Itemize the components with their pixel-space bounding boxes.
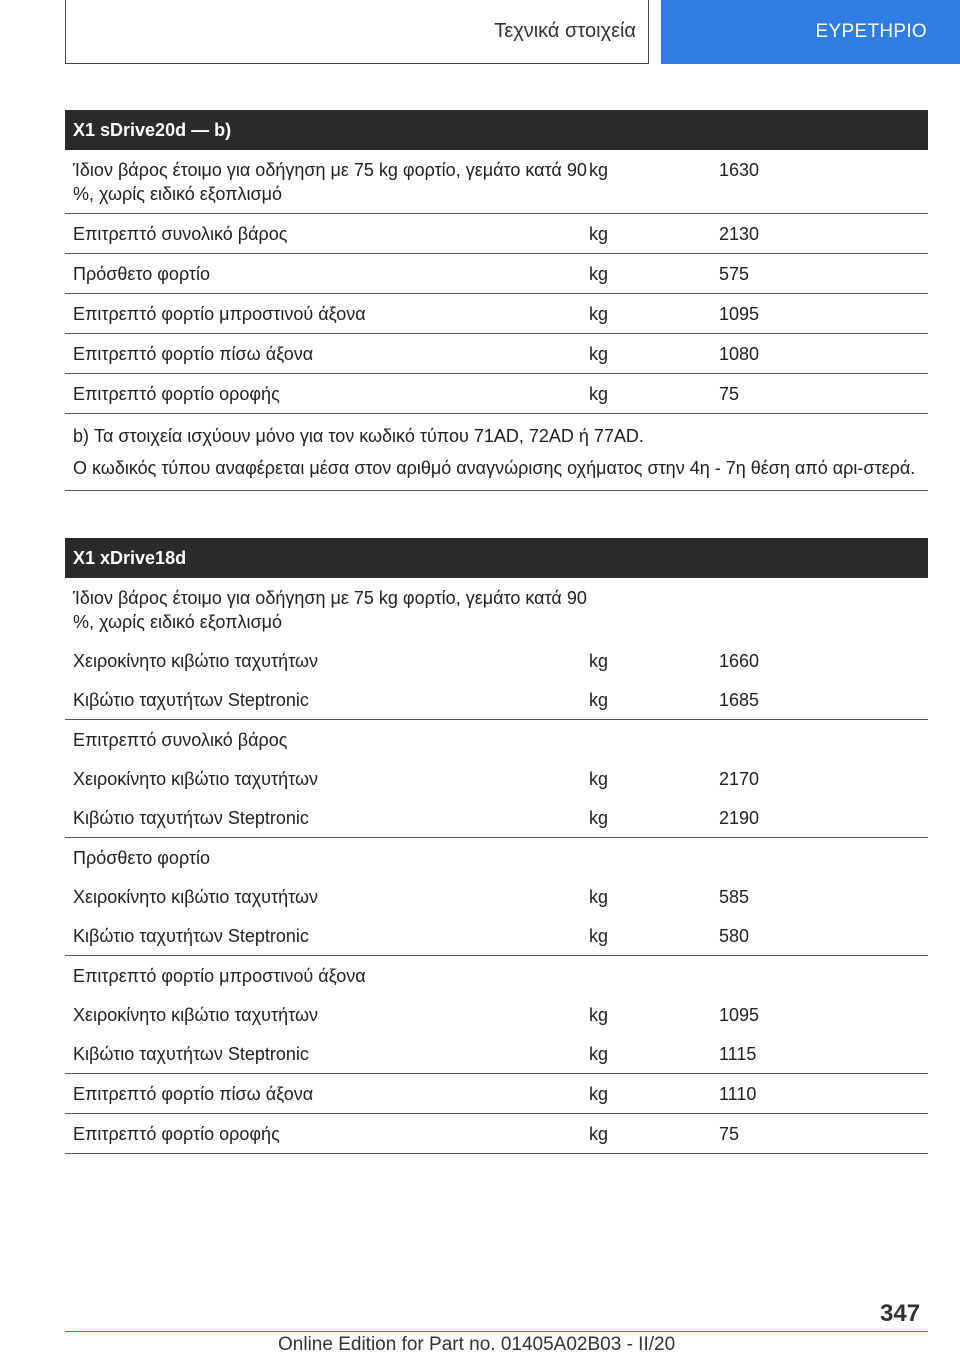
group-label: Ίδιον βάρος έτοιμο για οδήγηση με 75 kg φορτίο, γεμάτο κατά 90 %, χωρίς ειδικό εξοπλισμό <box>73 588 587 632</box>
row-label: Επιτρεπτό φορτίο οροφής <box>73 384 280 404</box>
row-value: 1660 <box>719 651 760 671</box>
table-row <box>65 680 928 719</box>
index-tab-label: ΕΥΡΕΤΗΡΙΟ <box>815 21 927 42</box>
table-row <box>65 150 928 213</box>
table-title: X1 sDrive20d — b) <box>65 110 928 150</box>
spec-table-xdrive18d <box>65 538 928 1154</box>
row-label: Κιβώτιο ταχυτήτων Steptronic <box>73 926 309 946</box>
table-row <box>65 759 928 798</box>
row-unit: kg <box>589 304 609 324</box>
row-label: Επιτρεπτό συνολικό βάρος <box>73 224 288 244</box>
row-unit: kg <box>589 887 609 907</box>
row-value: 1095 <box>719 1005 760 1025</box>
footnote-type-code: Ο κωδικός τύπου αναφέρεται μέσα στον αριθμό αναγνώρισης οχήματος στην 4η - 7η θέση από αρι-στερά. <box>73 458 916 478</box>
footer-rule <box>65 1331 928 1332</box>
row-unit: kg <box>589 1084 609 1104</box>
row-label: Ίδιον βάρος έτοιμο για οδήγηση με 75 kg φορτίο, γεμάτο κατά 90 %, χωρίς ειδικό εξοπλισμό <box>73 160 587 204</box>
table-title: X1 xDrive18d <box>65 538 928 578</box>
table-row <box>65 995 928 1034</box>
row-value: 75 <box>719 384 740 404</box>
group-heading-row <box>65 955 928 995</box>
footnote-b: b) Τα στοιχεία ισχύουν μόνο για τον κωδικό τύπου 71AD, 72AD ή 77AD. <box>73 426 644 446</box>
row-unit: kg <box>589 160 609 180</box>
row-value: 585 <box>719 887 750 907</box>
group-heading-row <box>65 578 928 641</box>
row-value: 1630 <box>719 160 760 180</box>
row-value: 575 <box>719 264 750 284</box>
group-label: Πρόσθετο φορτίο <box>73 848 211 868</box>
row-value: 1685 <box>719 690 760 710</box>
group-heading-row <box>65 719 928 759</box>
row-label: Κιβώτιο ταχυτήτων Steptronic <box>73 690 309 710</box>
row-label: Χειροκίνητο κιβώτιο ταχυτήτων <box>73 769 319 789</box>
row-unit: kg <box>589 1044 609 1064</box>
page-number: 347 <box>880 1300 921 1327</box>
index-tab[interactable] <box>661 0 960 64</box>
group-heading-row <box>65 837 928 877</box>
row-unit: kg <box>589 690 609 710</box>
row-value: 1115 <box>719 1044 757 1064</box>
row-value: 75 <box>719 1124 740 1144</box>
row-value: 1110 <box>719 1084 757 1104</box>
table-row <box>65 253 928 293</box>
row-unit: kg <box>589 224 609 244</box>
row-unit: kg <box>589 808 609 828</box>
table-row <box>65 213 928 253</box>
table-row <box>65 293 928 333</box>
row-label: Επιτρεπτό φορτίο οροφής <box>73 1124 280 1144</box>
table-row <box>65 1073 928 1113</box>
table-row <box>65 1113 928 1153</box>
row-value: 1080 <box>719 344 760 364</box>
row-label: Χειροκίνητο κιβώτιο ταχυτήτων <box>73 887 319 907</box>
row-unit: kg <box>589 1124 609 1144</box>
row-label: Κιβώτιο ταχυτήτων Steptronic <box>73 1044 309 1064</box>
row-label: Χειροκίνητο κιβώτιο ταχυτήτων <box>73 1005 319 1025</box>
table-row <box>65 373 928 413</box>
table-row <box>65 798 928 837</box>
row-label: Επιτρεπτό φορτίο πίσω άξονα <box>73 1084 314 1104</box>
row-label: Κιβώτιο ταχυτήτων Steptronic <box>73 808 309 828</box>
table-row <box>65 1034 928 1073</box>
row-value: 2170 <box>719 769 760 789</box>
section-tab[interactable] <box>65 0 649 64</box>
row-unit: kg <box>589 264 609 284</box>
spec-table-sdrive20d <box>65 110 928 491</box>
group-label: Επιτρεπτό φορτίο μπροστινού άξονα <box>73 966 366 986</box>
row-unit: kg <box>589 344 609 364</box>
section-tab-label: Τεχνικά στοιχεία <box>494 20 636 42</box>
table-footnotes <box>65 413 928 491</box>
row-label: Πρόσθετο φορτίο <box>73 264 211 284</box>
group-label: Επιτρεπτό συνολικό βάρος <box>73 730 288 750</box>
table-row <box>65 333 928 373</box>
table-row <box>65 877 928 916</box>
row-label: Επιτρεπτό φορτίο μπροστινού άξονα <box>73 304 366 324</box>
table-bottom-rule <box>65 1153 928 1154</box>
row-unit: kg <box>589 926 609 946</box>
row-unit: kg <box>589 1005 609 1025</box>
row-unit: kg <box>589 384 609 404</box>
row-label: Χειροκίνητο κιβώτιο ταχυτήτων <box>73 651 319 671</box>
row-label: Επιτρεπτό φορτίο πίσω άξονα <box>73 344 314 364</box>
edition-note: Online Edition for Part no. 01405A02B03 - II/20 <box>278 1334 676 1355</box>
row-value: 2190 <box>719 808 760 828</box>
row-value: 1095 <box>719 304 760 324</box>
row-value: 2130 <box>719 224 760 244</box>
table-row <box>65 916 928 955</box>
row-unit: kg <box>589 769 609 789</box>
table-row <box>65 641 928 680</box>
row-value: 580 <box>719 926 750 946</box>
row-unit: kg <box>589 651 609 671</box>
